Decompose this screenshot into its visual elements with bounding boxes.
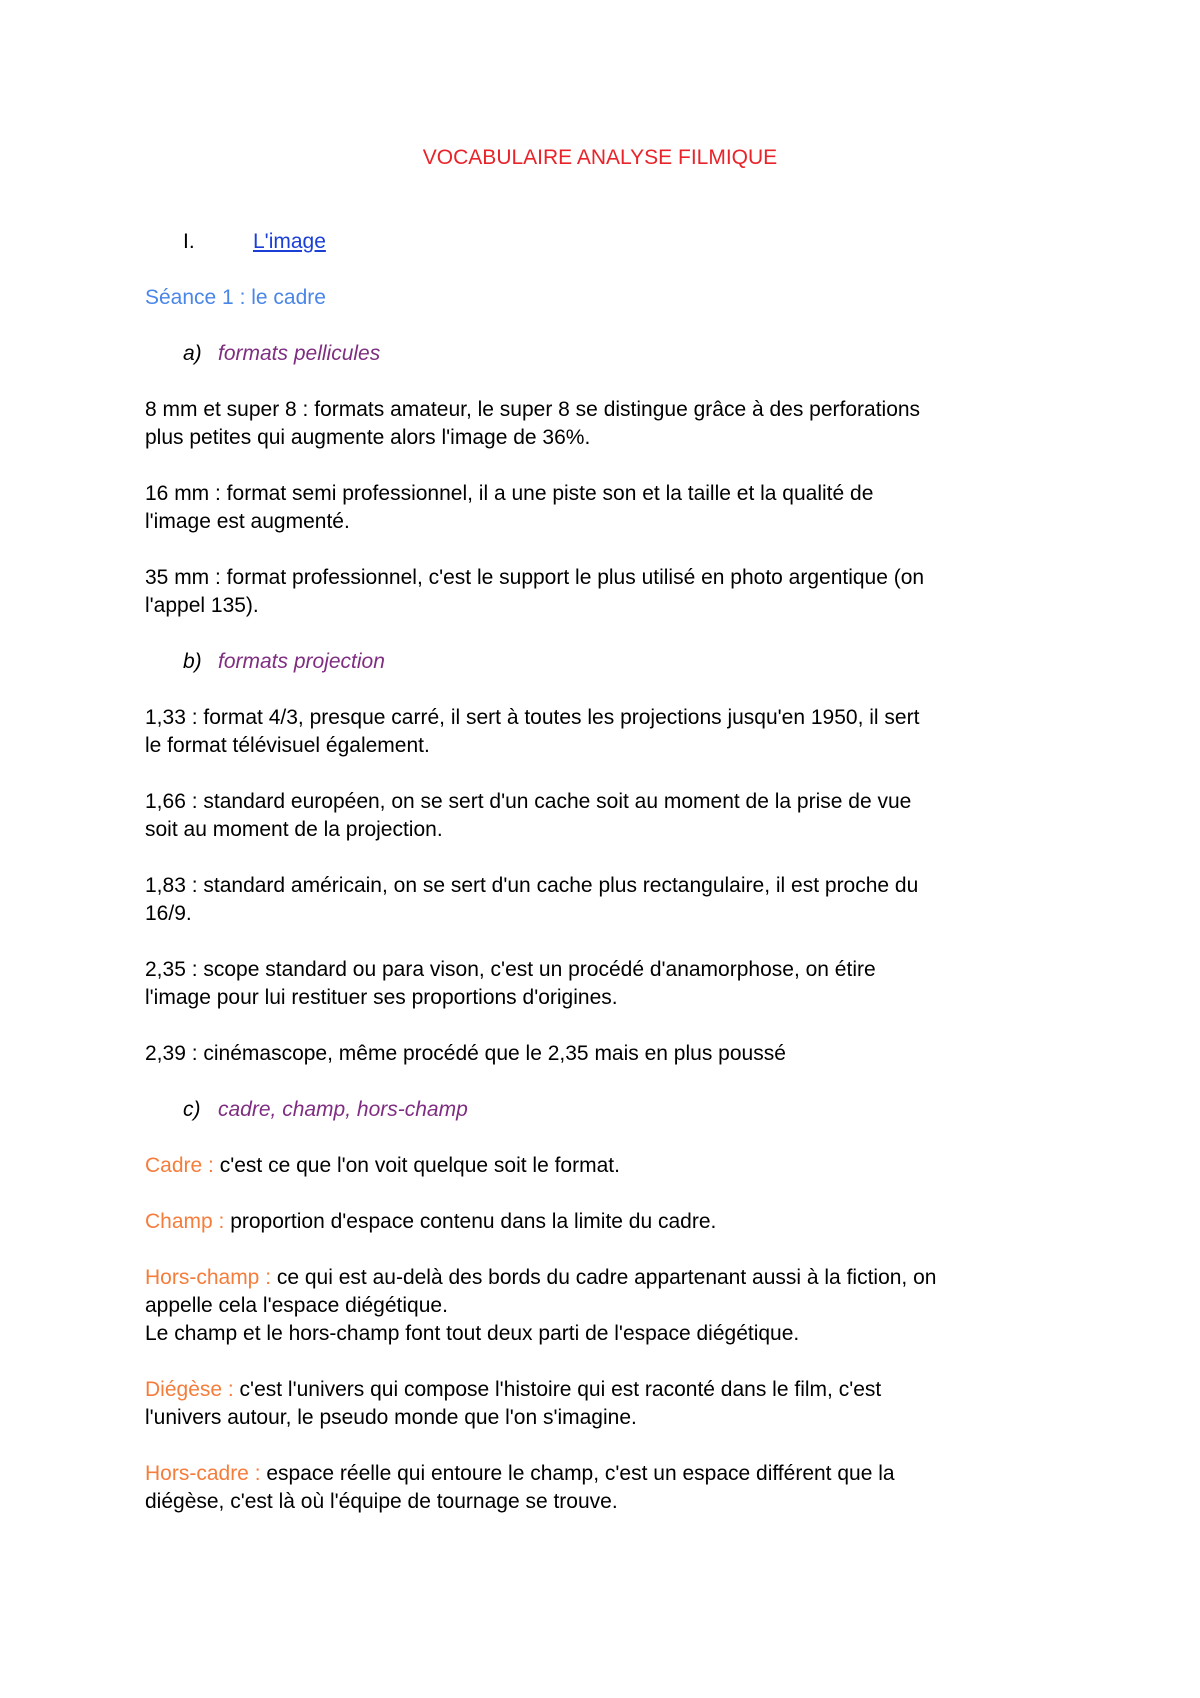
paragraph-ratio-183: 1,83 : standard américain, on se sert d'un cache plus rectangulaire, il est proche du 16/9. [145,874,919,925]
definition-term: Hors-cadre : [145,1462,261,1485]
definition-hors-champ [145,1264,1070,1348]
subheading-cadre-champ [183,1096,468,1124]
definition-term: Diégèse : [145,1378,234,1401]
definition-hors-cadre [145,1460,1070,1516]
subheading-label: cadre, champ, hors-champ [218,1098,468,1121]
subheading-letter: c) [183,1098,201,1121]
paragraph-ratio-239: 2,39 : cinémascope, même procédé que le 2,35 mais en plus poussé [145,1042,786,1065]
definition-term: Cadre : [145,1154,214,1177]
definition-diegese [145,1376,1070,1432]
paragraph-16mm: 16 mm : format semi professionnel, il a une piste son et la taille et la qualité de l'image est augmenté. [145,482,874,533]
subheading-formats-pellicules [183,340,380,368]
definition-cadre [145,1152,1070,1180]
section-heading [183,228,326,256]
section-link[interactable]: L'image [253,230,326,253]
definition-champ [145,1208,1070,1236]
section-number: I. [183,230,195,253]
document-title: VOCABULAIRE ANALYSE FILMIQUE [422,146,778,169]
paragraph-8mm: 8 mm et super 8 : formats amateur, le super 8 se distingue grâce à des perforations plus petites qui augmente alors l'image de 36%. [145,398,921,449]
paragraph-ratio-133: 1,33 : format 4/3, presque carré, il sert à toutes les projections jusqu'en 1950, il sert le format télévisuel également. [145,706,920,757]
paragraph-ratio-235: 2,35 : scope standard ou para vison, c'est un procédé d'anamorphose, on étire l'image pour lui restituer ses proportions d'origines. [145,958,876,1009]
seance-heading: Séance 1 : le cadre [145,286,326,309]
paragraph-35mm: 35 mm : format professionnel, c'est le support le plus utilisé en photo argentique (on l'appel 135). [145,566,925,617]
paragraph-ratio-166: 1,66 : standard européen, on se sert d'un cache soit au moment de la prise de vue soit au moment de la projection. [145,790,912,841]
subheading-label: formats pellicules [218,342,381,365]
definition-text: c'est ce que l'on voit quelque soit le format. [213,1154,620,1177]
subheading-letter: a) [183,342,202,365]
subheading-label: formats projection [218,650,385,673]
definition-term: Champ : [145,1210,225,1233]
subheading-formats-projection [183,648,385,676]
definition-text: c'est l'univers qui compose l'histoire qui est raconté dans le film, c'est l'univers autour, le pseudo monde que l'on s'imagine. [145,1378,882,1429]
definition-text: ce qui est au-delà des bords du cadre appartenant aussi à la fiction, on appelle cela l'espace diégétique. Le champ et le hors-champ font tout deux parti de l'espace diégétique. [145,1266,937,1345]
subheading-letter: b) [183,650,202,673]
definition-term: Hors-champ : [145,1266,272,1289]
definition-text: proportion d'espace contenu dans la limite du cadre. [224,1210,717,1233]
definition-text: espace réelle qui entoure le champ, c'est un espace différent que la diégèse, c'est là où l'équipe de tournage se trouve. [145,1462,895,1513]
